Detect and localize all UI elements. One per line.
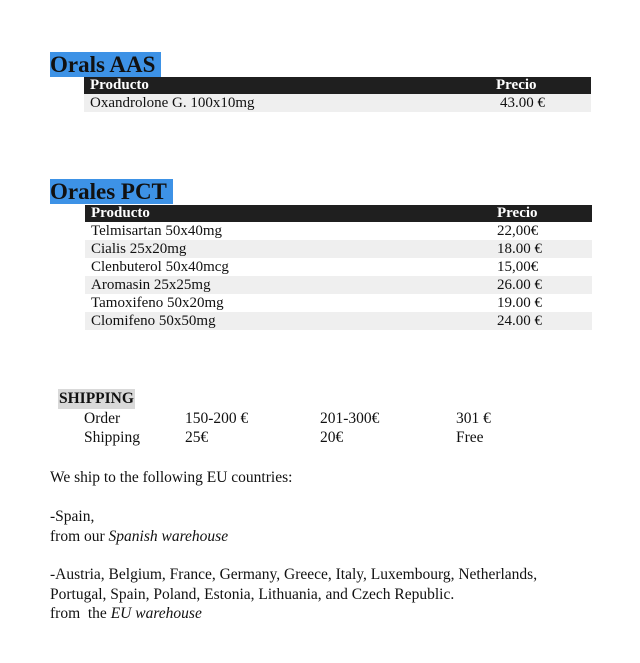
- header-price: Precio: [496, 77, 537, 93]
- product-name: Oxandrolone G. 100x10mg: [90, 95, 255, 111]
- table-row: [85, 276, 592, 294]
- product-price: 24.00 €: [497, 313, 542, 329]
- table-header-row: [84, 77, 591, 94]
- product-price: 43.00 €: [500, 95, 545, 111]
- orales-pct-table: [85, 205, 592, 330]
- eu-countries-line-2: Portugal, Spain, Poland, Estonia, Lithuania, and Czech Republic.: [50, 585, 455, 603]
- table-row: [84, 94, 591, 112]
- table-header-row: [85, 205, 592, 222]
- header-product: Producto: [90, 77, 149, 93]
- product-price: 22,00€: [497, 223, 539, 239]
- product-name: Clenbuterol 50x40mcg: [91, 259, 229, 275]
- product-name: Cialis 25x20mg: [91, 241, 187, 257]
- spain-line: -Spain,: [50, 508, 95, 525]
- eu-block: [50, 565, 537, 624]
- shipping-intro: We ship to the following EU countries:: [50, 469, 293, 486]
- spain-block: [50, 507, 228, 546]
- shipping-order-label: Order: [84, 410, 121, 427]
- product-price: 15,00€: [497, 259, 539, 275]
- eu-countries-line-1: -Austria, Belgium, France, Germany, Greece, Italy, Luxembourg, Netherlands,: [50, 566, 538, 583]
- product-name: Tamoxifeno 50x20mg: [91, 295, 224, 311]
- section-title-orales-pct: Orales PCT: [50, 179, 173, 204]
- shipping-tier-cost: Free: [456, 429, 484, 446]
- eu-warehouse: EU warehouse: [110, 605, 202, 622]
- product-name: Aromasin 25x25mg: [91, 277, 211, 293]
- product-name: Clomifeno 50x50mg: [91, 313, 216, 329]
- shipping-cost-label: Shipping: [84, 429, 140, 446]
- shipping-tier-order: 150-200 €: [185, 410, 249, 427]
- shipping-tier-order: 201-300€: [320, 410, 380, 427]
- table-row: [85, 240, 592, 258]
- header-product: Producto: [91, 205, 150, 221]
- section-title-orals-aas: Orals AAS: [50, 52, 161, 77]
- table-row: [85, 222, 592, 240]
- spain-from: from our: [50, 527, 109, 545]
- table-row: [85, 294, 592, 312]
- shipping-tier-order: 301 €: [456, 410, 491, 427]
- product-price: 26.00 €: [497, 277, 542, 293]
- shipping-tier-cost: 20€: [320, 429, 344, 446]
- table-row: [85, 258, 592, 276]
- header-price: Precio: [497, 205, 538, 221]
- spain-warehouse: Spanish warehouse: [108, 527, 229, 545]
- product-price: 19.00 €: [497, 295, 542, 311]
- shipping-tier-cost: 25€: [185, 429, 209, 446]
- eu-from: from the: [50, 605, 111, 622]
- shipping-title: SHIPPING: [59, 390, 134, 407]
- product-price: 18.00 €: [497, 241, 542, 257]
- table-row: [85, 312, 592, 330]
- orals-aas-table: [84, 77, 591, 112]
- product-name: Telmisartan 50x40mg: [91, 223, 223, 239]
